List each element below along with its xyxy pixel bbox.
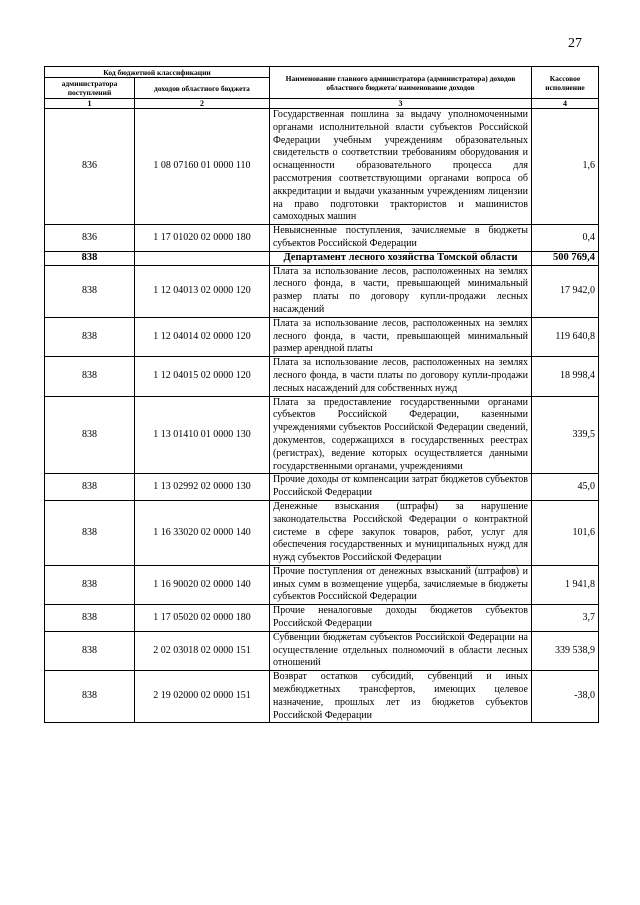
row-income-code: 1 13 01410 01 0000 130 — [135, 396, 270, 474]
row-income-code: 1 08 07160 01 0000 110 — [135, 109, 270, 225]
row-amount: 339 538,9 — [532, 631, 599, 670]
row-income-code — [135, 251, 270, 265]
row-amount: 1 941,8 — [532, 565, 599, 604]
header-index-3: 3 — [270, 99, 532, 109]
row-admin-code: 838 — [45, 396, 135, 474]
table-row — [45, 225, 599, 252]
row-admin-code: 836 — [45, 225, 135, 252]
page-number: 27 — [568, 36, 582, 51]
header-admin: администратора поступлений — [45, 78, 135, 99]
row-income-code: 1 12 04013 02 0000 120 — [135, 265, 270, 317]
row-description: Государственная пошлина за выдачу уполномоченными органами исполнительной власти субъектов Российской Федерации учебным учреждениям образовательных свидетельств о соответствии требованиям оборудования и оснащенности образовательного процесса для рассмотрения соответствующими органами вопроса об аккредитации и выдачи указанным учреждениям лицензии на право подготовки трактористов и машинистов самоходных машин — [270, 109, 532, 225]
table-row — [45, 605, 599, 632]
revenue-table — [44, 66, 599, 723]
row-description: Возврат остатков субсидий, субвенций и иных межбюджетных трансфертов, имеющих целевое назначение, прошлых лет из бюджетов субъектов Российской Федерации — [270, 671, 532, 723]
row-amount: 17 942,0 — [532, 265, 599, 317]
row-income-code: 1 16 90020 02 0000 140 — [135, 565, 270, 604]
table-row — [45, 109, 599, 225]
row-description: Невыясненные поступления, зачисляемые в бюджеты субъектов Российской Федерации — [270, 225, 532, 252]
row-description: Плата за использование лесов, расположенных на землях лесного фонда, в части платы по договору купли-продажи лесных насаждений для собственных нужд — [270, 357, 532, 396]
header-index-4: 4 — [532, 99, 599, 109]
row-description: Прочие неналоговые доходы бюджетов субъектов Российской Федерации — [270, 605, 532, 632]
row-admin-code: 838 — [45, 317, 135, 356]
row-admin-code: 838 — [45, 251, 135, 265]
row-amount: 1,6 — [532, 109, 599, 225]
row-amount: -38,0 — [532, 671, 599, 723]
header-income: доходов областного бюджета — [135, 78, 270, 99]
table-row — [45, 396, 599, 474]
row-description: Денежные взыскания (штрафы) за нарушение законодательства Российской Федерации о контрактной системе в сфере закупок товаров, работ, услуг для обеспечения государственных и муниципальных нужд для нужд субъектов Российской Федерации — [270, 500, 532, 565]
row-income-code: 1 17 05020 02 0000 180 — [135, 605, 270, 632]
table-row — [45, 357, 599, 396]
row-amount: 0,4 — [532, 225, 599, 252]
table-row — [45, 265, 599, 317]
row-amount: 45,0 — [532, 474, 599, 501]
table-body — [45, 109, 599, 723]
row-income-code: 2 19 02000 02 0000 151 — [135, 671, 270, 723]
row-admin-code: 838 — [45, 565, 135, 604]
row-amount: 500 769,4 — [532, 251, 599, 265]
table-row — [45, 631, 599, 670]
row-amount: 18 998,4 — [532, 357, 599, 396]
row-income-code: 1 12 04014 02 0000 120 — [135, 317, 270, 356]
table-row — [45, 565, 599, 604]
header-index-2: 2 — [135, 99, 270, 109]
row-admin-code: 838 — [45, 474, 135, 501]
row-description: Прочие доходы от компенсации затрат бюджетов субъектов Российской Федерации — [270, 474, 532, 501]
row-income-code: 1 17 01020 02 0000 180 — [135, 225, 270, 252]
row-description: Департамент лесного хозяйства Томской области — [270, 251, 532, 265]
department-row — [45, 251, 599, 265]
header-classification: Код бюджетной классификации — [45, 67, 270, 78]
row-admin-code: 836 — [45, 109, 135, 225]
row-income-code: 1 16 33020 02 0000 140 — [135, 500, 270, 565]
row-income-code: 2 02 03018 02 0000 151 — [135, 631, 270, 670]
table-row — [45, 317, 599, 356]
row-income-code: 1 13 02992 02 0000 130 — [135, 474, 270, 501]
row-admin-code: 838 — [45, 631, 135, 670]
row-admin-code: 838 — [45, 500, 135, 565]
row-amount: 119 640,8 — [532, 317, 599, 356]
row-description: Субвенции бюджетам субъектов Российской Федерации на осуществление отдельных полномочий в области лесных отношений — [270, 631, 532, 670]
header-index-1: 1 — [45, 99, 135, 109]
row-admin-code: 838 — [45, 605, 135, 632]
row-description: Плата за использование лесов, расположенных на землях лесного фонда, в части, превышающей минимальный размер арендной платы — [270, 317, 532, 356]
row-amount: 339,5 — [532, 396, 599, 474]
row-description: Прочие поступления от денежных взысканий (штрафов) и иных сумм в возмещение ущерба, зачисляемые в бюджеты субъектов Российской Федерации — [270, 565, 532, 604]
table-row — [45, 474, 599, 501]
row-amount: 3,7 — [532, 605, 599, 632]
row-description: Плата за предоставление государственными органами субъектов Российской Федерации, казенными учреждениями субъектов Российской Федерации сведений, документов, содержащихся в государственных реестрах (регистрах), ведение которых осуществляется данными государственными органами, учреждениями — [270, 396, 532, 474]
row-admin-code: 838 — [45, 671, 135, 723]
table-row — [45, 500, 599, 565]
row-admin-code: 838 — [45, 357, 135, 396]
header-name: Наименование главного администратора (администратора) доходов областного бюджета/ наименование доходов — [270, 67, 532, 99]
table-row — [45, 671, 599, 723]
row-amount: 101,6 — [532, 500, 599, 565]
row-income-code: 1 12 04015 02 0000 120 — [135, 357, 270, 396]
header-execution: Кассовое исполнение — [532, 67, 599, 99]
row-admin-code: 838 — [45, 265, 135, 317]
row-description: Плата за использование лесов, расположенных на землях лесного фонда, в части, превышающей минимальный размер платы по договору купли-продажи лесных насаждений — [270, 265, 532, 317]
